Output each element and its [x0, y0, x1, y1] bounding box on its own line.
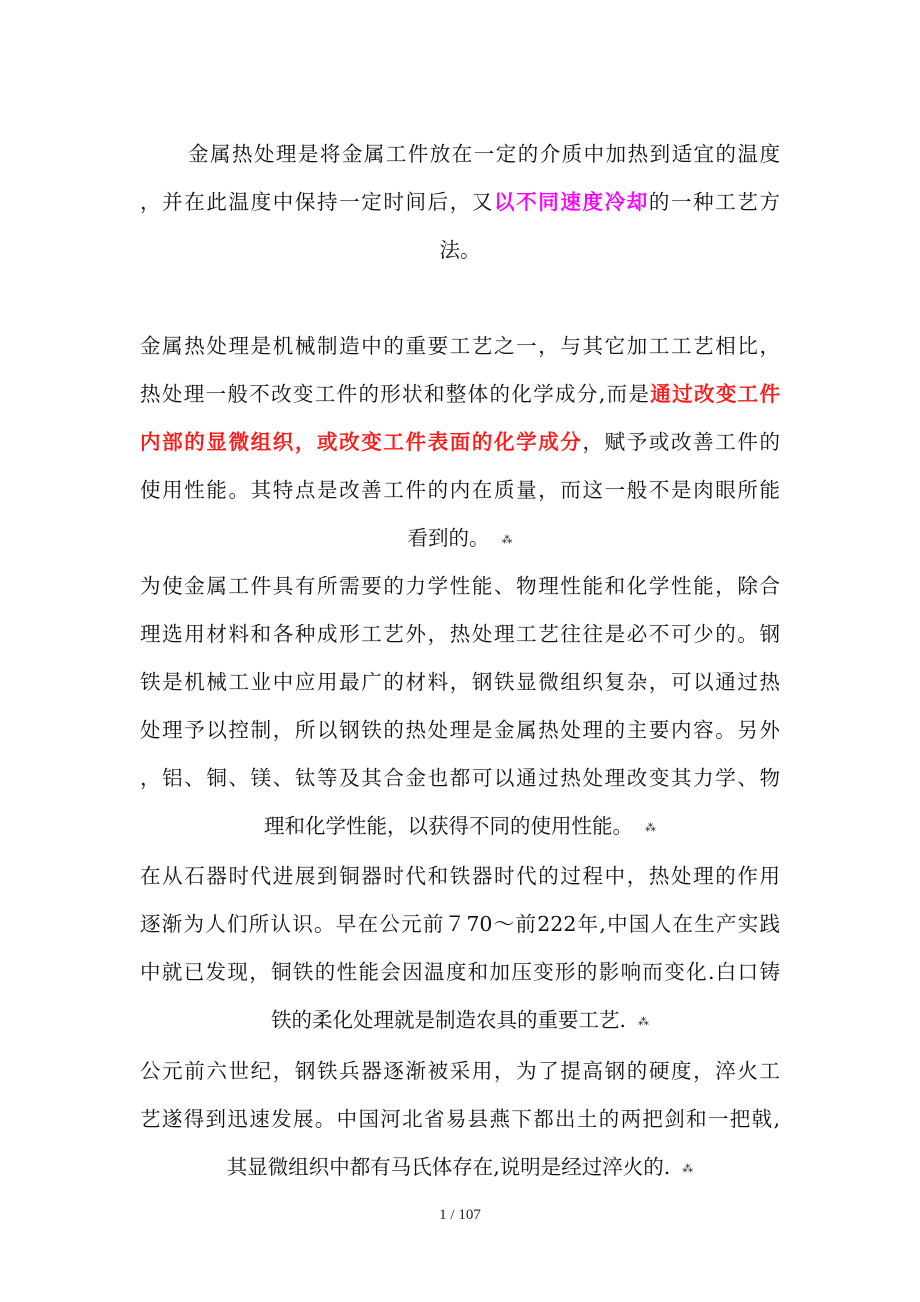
text-line: 处理予以控制，所以钢铁的热处理是金属热处理的主要内容。另外	[140, 718, 780, 742]
text-line: 使用性能。其特点是改善工件的内在质量，而这一般不是肉眼所能	[140, 478, 780, 502]
text-line: 看到的。 ⁂	[407, 526, 513, 550]
text-line: 铁的柔化处理就是制造农具的重要工艺. ⁂	[270, 1008, 649, 1032]
highlight-text: 通过改变工件	[650, 382, 780, 406]
text-line: 铁是机械工业中应用最广的材料，钢铁显微组织复杂，可以通过热	[140, 670, 780, 694]
page-number: 1 / 107	[439, 1207, 481, 1223]
text-line: ，并在此温度中保持一定时间后，又以不同速度冷却的一种工艺方	[140, 190, 780, 214]
paragraph-3	[140, 562, 780, 850]
text-line: 金属热处理是机械制造中的重要工艺之一，与其它加工工艺相比，	[140, 334, 780, 358]
paragraph-4	[140, 852, 780, 1044]
text-line: 热处理一般不改变工件的形状和整体的化学成分,而是通过改变工件	[140, 382, 780, 406]
text-line: 法。	[439, 238, 481, 262]
highlight-text: 以不同速度冷却	[494, 190, 649, 214]
paragraph-mark-icon: ⁂	[682, 1162, 694, 1175]
paragraph-mark-icon: ⁂	[638, 1015, 649, 1028]
text-line: 在从石器时代进展到铜器时代和铁器时代的过程中，热处理的作用	[140, 864, 780, 888]
text-line: 理选用材料和各种成形工艺外，热处理工艺往往是必不可少的。钢	[140, 622, 780, 646]
text-line: 金属热处理是将金属工件放在一定的介质中加热到适宜的温度	[188, 142, 780, 166]
paragraph-1	[140, 130, 780, 274]
highlight-text: 内部的显微组织，或改变工件表面的化学成分	[140, 430, 583, 454]
paragraph-mark-icon: ⁂	[501, 533, 513, 546]
text-line: 其显微组织中都有马氏体存在,说明是经过淬火的. ⁂	[226, 1155, 694, 1179]
text-line: 理和化学性能，以获得不同的使用性能。 ⁂	[264, 814, 656, 838]
text-line: 中就已发现，铜铁的性能会因温度和加压变形的影响而变化.白口铸	[140, 960, 780, 984]
text-line: ，铝、铜、镁、钛等及其合金也都可以通过热处理改变其力学、物	[140, 766, 780, 790]
text-line: 公元前六世纪，钢铁兵器逐渐被采用，为了提高钢的硬度，淬火工	[140, 1059, 780, 1083]
text-line: 艺遂得到迅速发展。中国河北省易县燕下都出土的两把剑和一把戟,	[140, 1107, 780, 1131]
text-line: 内部的显微组织，或改变工件表面的化学成分，赋予或改善工件的	[140, 430, 780, 454]
text-line: 为使金属工件具有所需要的力学性能、物理性能和化学性能，除合	[140, 574, 780, 598]
paragraph-mark-icon: ⁂	[645, 821, 656, 834]
text-line: 逐渐为人们所认识。早在公元前７70～前222年,中国人在生产实践	[140, 912, 780, 936]
paragraph-2	[140, 322, 780, 562]
paragraph-5	[140, 1047, 780, 1191]
